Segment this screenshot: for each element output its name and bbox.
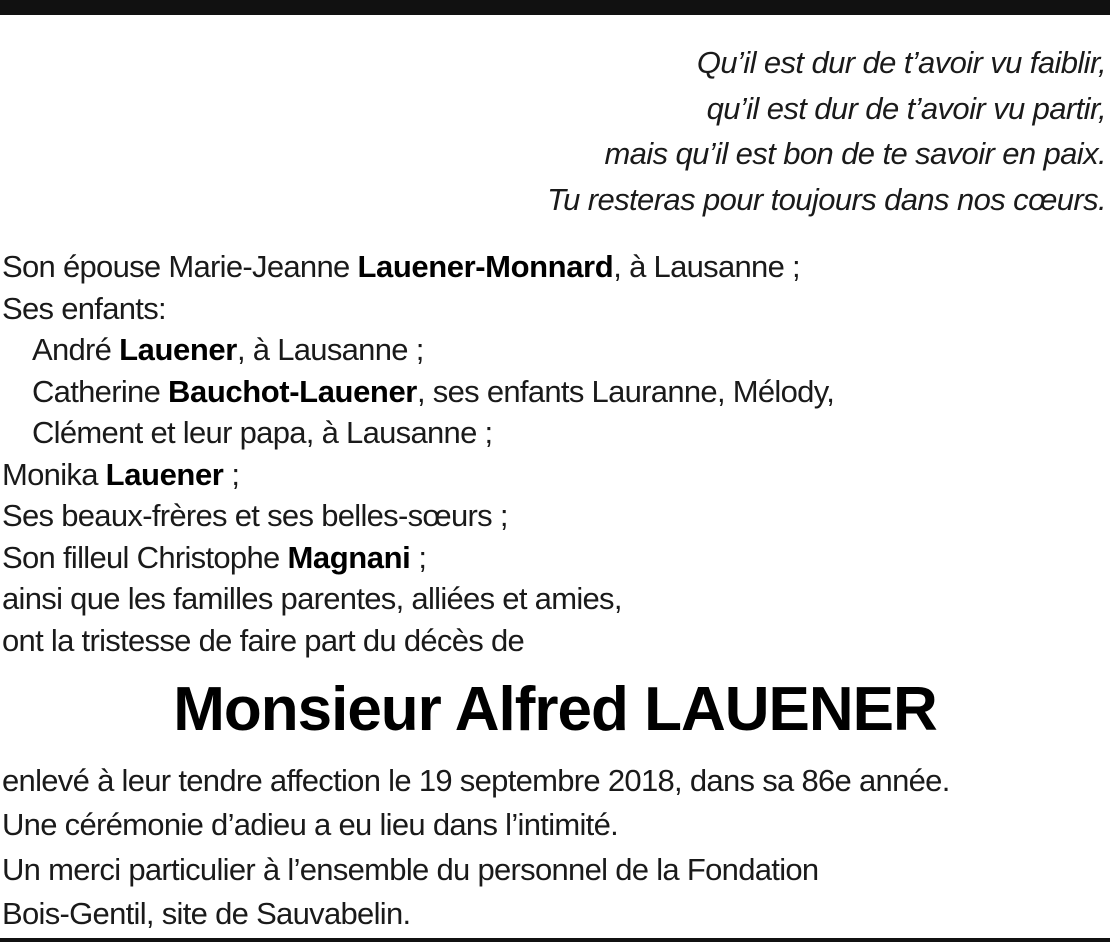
relative-line-monika: [2, 454, 1102, 496]
godson-suffix: ;: [410, 539, 427, 575]
child2-prefix: Catherine: [32, 373, 169, 409]
announcement-line: ont la tristesse de faire part du décès de: [2, 622, 525, 658]
godson-line: [2, 537, 1102, 579]
other1-suffix: ;: [223, 456, 240, 492]
child2-name: Bauchot-Lauener: [168, 373, 417, 409]
relatives-line: ainsi que les familles parentes, alliées et amies,: [2, 581, 622, 616]
other1-name: Lauener: [105, 456, 224, 492]
spouse-prefix: Son épouse Marie-Jeanne: [2, 249, 358, 284]
poem-line: mais qu’il est bon de te savoir en paix.: [604, 136, 1106, 171]
godson-prefix: Son filleul Christophe: [2, 539, 288, 575]
spouse-line: [2, 246, 1102, 288]
children-heading: Ses enfants:: [2, 290, 166, 326]
poem-line: qu’il est dur de t’avoir vu partir,: [706, 90, 1106, 126]
top-border-rule: [0, 0, 1110, 15]
child1-name: Lauener: [119, 332, 237, 367]
closing-line: enlevé à leur tendre affection le 19 septembre 2018, dans sa 86e année.: [2, 763, 950, 798]
godson-name: Magnani: [287, 539, 411, 575]
bottom-border-rule: [0, 938, 1110, 942]
closing-line: Une cérémonie d’adieu a eu lieu dans l’intimité.: [2, 807, 619, 843]
closing-line: Un merci particulier à l’ensemble du personnel de la Fondation: [2, 851, 819, 887]
child-line-catherine: [2, 371, 1102, 413]
poem-line: Tu resteras pour toujours dans nos cœurs.: [547, 181, 1106, 217]
child-line-catherine-continued: Clément et leur papa, à Lausanne ;: [32, 415, 493, 450]
family-list: [2, 246, 1102, 661]
child2-suffix: , ses enfants Lauranne, Mélody,: [416, 373, 835, 409]
closing-line: Bois-Gentil, site de Sauvabelin.: [2, 895, 411, 931]
closing-text: [2, 759, 1108, 936]
spouse-name: Lauener-Monnard: [357, 249, 614, 284]
child1-prefix: André: [32, 332, 120, 367]
other1-prefix: Monika: [2, 456, 106, 492]
spouse-suffix: , à Lausanne ;: [613, 249, 800, 284]
in-laws-line: Ses beaux-frères et ses belles-sœurs ;: [2, 498, 508, 533]
child1-suffix: , à Lausanne ;: [236, 332, 424, 367]
child-line-andre: [2, 329, 1102, 371]
poem-line: Qu’il est dur de t’avoir vu faiblir,: [696, 45, 1106, 80]
deceased-name-heading: Monsieur Alfred LAUENER: [173, 675, 937, 744]
epitaph-poem: [106, 40, 1106, 222]
